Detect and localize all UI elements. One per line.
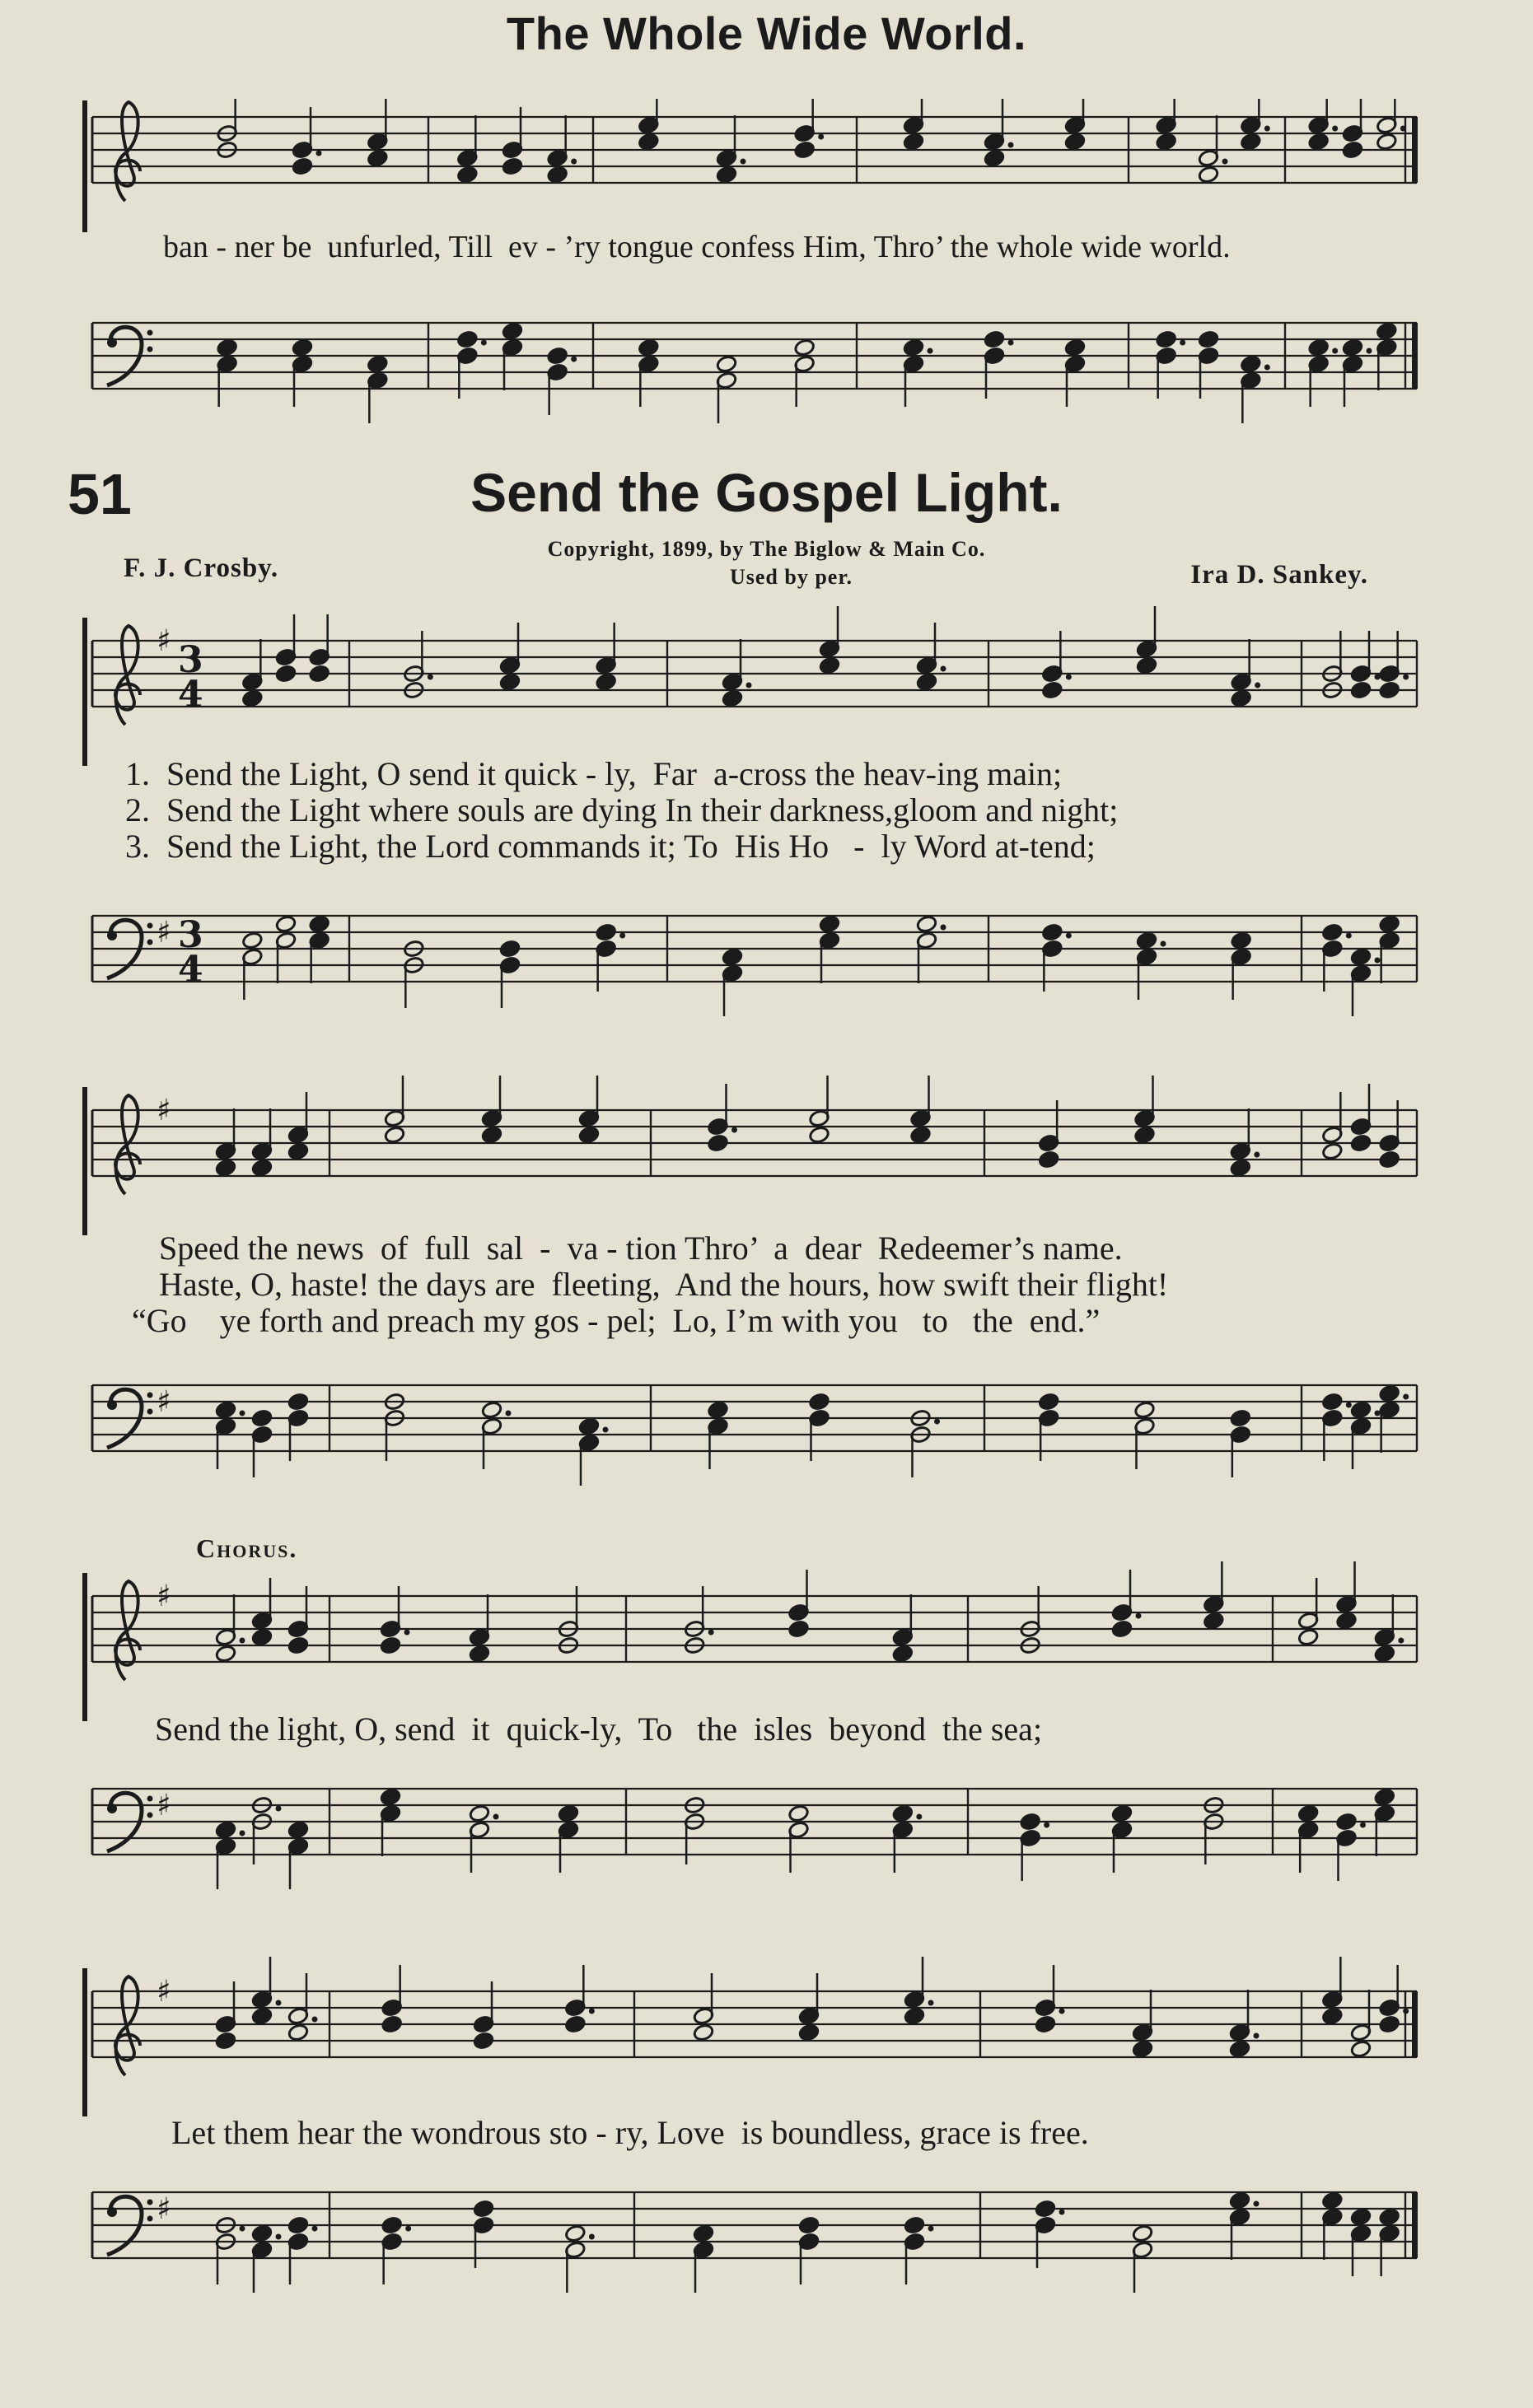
notehead	[1038, 1150, 1059, 1169]
dot	[1403, 674, 1409, 680]
notehead	[367, 355, 388, 374]
dot	[1059, 2210, 1065, 2215]
dot	[481, 340, 487, 346]
previous-hymn-title: The Whole Wide World.	[506, 7, 1027, 59]
notehead	[481, 1401, 502, 1420]
dot	[312, 2226, 318, 2232]
dot	[1346, 1402, 1352, 1408]
system-brace	[82, 1968, 87, 2116]
dot	[1044, 1822, 1049, 1828]
notehead	[251, 2224, 273, 2243]
dot	[619, 933, 625, 939]
dot	[493, 1814, 499, 1820]
dot	[1360, 1822, 1366, 1828]
notehead	[1321, 1393, 1343, 1412]
notehead	[1198, 166, 1219, 184]
dot	[1254, 2033, 1260, 2039]
dot	[428, 674, 433, 680]
notehead	[287, 2023, 309, 2042]
notehead	[473, 2200, 494, 2219]
dot	[1398, 1638, 1404, 1644]
notehead	[1321, 2191, 1343, 2210]
dot	[405, 2226, 411, 2232]
notehead	[693, 2023, 714, 2042]
dot	[1332, 348, 1338, 354]
notehead	[984, 330, 1005, 349]
notehead	[287, 1636, 309, 1655]
notehead	[904, 2216, 925, 2235]
notehead	[292, 338, 313, 357]
chorus-lyric-1: Send the light, O, send it quick-ly, To the isles beyond the sea;	[155, 1710, 1043, 1748]
notehead	[251, 2007, 273, 2026]
final-barline-thick	[1412, 323, 1418, 389]
notehead	[1335, 1813, 1357, 1832]
notehead	[1230, 1409, 1251, 1428]
notehead	[1064, 338, 1086, 357]
notehead	[638, 338, 659, 357]
dot	[506, 1411, 512, 1416]
notehead	[309, 665, 330, 684]
notehead	[892, 1804, 914, 1823]
notehead	[1038, 1393, 1059, 1412]
dot	[941, 925, 946, 931]
dot	[1180, 340, 1185, 346]
notehead	[578, 1417, 600, 1436]
notehead	[1374, 1645, 1395, 1664]
dot	[276, 2000, 282, 2006]
notehead	[1297, 1804, 1319, 1823]
key-signature-sharp: ♯	[157, 1789, 171, 1822]
notehead	[287, 1142, 309, 1161]
system-4-treble-staff	[0, 1944, 1533, 2125]
notehead	[722, 948, 743, 967]
notehead	[1321, 1142, 1343, 1161]
notehead	[716, 355, 737, 374]
key-signature-sharp: ♯	[157, 916, 171, 950]
notehead	[1342, 141, 1363, 160]
bass-clef-dot	[147, 2200, 153, 2205]
dot	[1066, 674, 1072, 680]
bass-clef-dot	[107, 2207, 117, 2217]
dot	[240, 2226, 245, 2232]
notehead	[1321, 2007, 1343, 2026]
key-signature-sharp: ♯	[157, 2192, 171, 2226]
notehead	[1132, 2040, 1153, 2059]
dot	[571, 159, 577, 165]
previous-hymn-treble-staff	[0, 99, 1533, 313]
notehead	[1064, 133, 1086, 152]
verse-1-part-1: 1. Send the Light, O send it quick - ly, Far a-cross the heav-ing main;	[125, 755, 1063, 792]
notehead	[275, 665, 297, 684]
dot	[1332, 126, 1338, 132]
notehead	[1111, 1804, 1133, 1823]
notehead	[1020, 1813, 1041, 1832]
dot	[589, 2009, 595, 2014]
notehead	[1342, 338, 1363, 357]
staff-lines	[92, 323, 1418, 389]
staff-lines	[92, 914, 1417, 991]
notehead	[984, 149, 1005, 168]
verse-2-part-2: Haste, O, haste! the days are fleeting, And the hours, how swift their flight!	[159, 1266, 1169, 1303]
notehead	[1133, 1126, 1155, 1145]
key-signature-sharp: ♯	[157, 1385, 171, 1419]
dot	[708, 1630, 714, 1636]
notehead	[1035, 2200, 1056, 2219]
notehead	[596, 923, 617, 942]
notehead	[1156, 133, 1177, 152]
system-3-treble-staff	[0, 1548, 1533, 1729]
bass-clef-dot	[147, 1796, 153, 1802]
notehead	[1229, 2191, 1250, 2210]
notehead	[808, 1393, 830, 1412]
system-2-treble-staff	[0, 1062, 1533, 1244]
notehead	[1111, 1620, 1133, 1639]
notehead	[1321, 923, 1343, 942]
notehead	[1240, 355, 1261, 374]
notehead	[1198, 330, 1219, 349]
bass-clef-dot	[147, 330, 153, 336]
final-barline-thick	[1412, 117, 1418, 183]
notehead	[217, 338, 238, 357]
system-4-bass-staff	[0, 2158, 1533, 2322]
notehead	[309, 915, 330, 934]
notehead	[1203, 1612, 1224, 1631]
dot	[1375, 958, 1381, 964]
notehead	[241, 931, 263, 950]
chorus-lyric-2: Let them hear the wondrous sto - ry, Love is boundless, grace is free.	[171, 2114, 1089, 2151]
dot	[589, 2234, 595, 2240]
dot	[1066, 933, 1072, 939]
bass-clef-dot	[147, 347, 153, 352]
notehead	[456, 166, 478, 184]
notehead	[798, 2023, 820, 2042]
notehead	[1230, 1159, 1251, 1178]
notehead	[1335, 1612, 1357, 1631]
notehead	[1133, 1401, 1155, 1420]
notehead	[275, 915, 297, 934]
dot	[240, 1411, 245, 1416]
dot	[731, 1127, 737, 1133]
notehead	[215, 1645, 236, 1664]
notehead	[578, 1126, 600, 1145]
notehead	[1240, 133, 1261, 152]
notehead	[481, 1126, 502, 1145]
notehead	[381, 2015, 403, 2034]
dot	[1059, 2009, 1065, 2014]
bass-clef-dot	[147, 923, 153, 929]
notehead	[1035, 2015, 1056, 2034]
key-signature-sharp: ♯	[157, 1975, 171, 2009]
dot	[934, 1419, 940, 1425]
key-signature-sharp: ♯	[157, 1094, 171, 1127]
notehead	[380, 1788, 401, 1807]
notehead	[251, 1628, 273, 1647]
notehead	[215, 1821, 236, 1840]
dot	[312, 2017, 318, 2023]
notehead	[1350, 681, 1372, 700]
notehead	[1350, 2208, 1372, 2227]
notehead	[215, 1159, 236, 1178]
notehead	[596, 673, 617, 692]
notehead	[722, 689, 743, 708]
verse-3-part-2: “Go ye forth and preach my gos - pel; Lo, I’m with you to the end.”	[132, 1302, 1101, 1339]
notehead	[502, 322, 523, 341]
notehead	[1136, 656, 1157, 675]
bass-clef-dot	[107, 1400, 117, 1410]
notehead	[892, 1645, 914, 1664]
notehead	[1297, 1628, 1319, 1647]
system-2-bass-staff	[0, 1351, 1533, 1515]
notehead	[1350, 2040, 1372, 2059]
dot	[404, 1630, 410, 1636]
notehead	[1231, 931, 1252, 950]
bass-clef-dot	[107, 1804, 117, 1813]
chorus-label: Chorus.	[196, 1533, 298, 1563]
bass-clef-dot	[147, 940, 153, 945]
notehead	[916, 673, 937, 692]
dot	[240, 1831, 245, 1836]
notehead	[1041, 923, 1063, 942]
notehead	[788, 1804, 809, 1823]
notehead	[1379, 1384, 1400, 1403]
final-barline-thick	[1412, 1991, 1418, 2057]
dot	[1264, 365, 1270, 371]
dot	[1136, 1613, 1142, 1619]
notehead	[1379, 681, 1400, 700]
notehead	[1136, 931, 1157, 950]
staff-lines	[82, 618, 1417, 766]
staff-lines	[82, 1087, 1417, 1235]
notehead	[564, 2015, 586, 2034]
notehead	[499, 940, 521, 959]
dot	[928, 2226, 934, 2232]
notehead	[215, 2032, 236, 2051]
notehead	[904, 2007, 925, 2026]
notehead	[1229, 2040, 1250, 2059]
dot	[1161, 941, 1166, 947]
notehead	[251, 1409, 273, 1428]
notehead	[909, 1126, 931, 1145]
system-brace	[82, 1573, 87, 1721]
dot	[240, 1638, 245, 1644]
hymn-author: F. J. Crosby.	[124, 553, 279, 583]
dot	[316, 151, 322, 156]
notehead	[693, 2224, 714, 2243]
notehead	[287, 2216, 309, 2235]
notehead	[798, 2216, 820, 2235]
notehead	[473, 2032, 494, 2051]
final-barline-thick	[1412, 2192, 1418, 2258]
notehead	[215, 1401, 236, 1420]
notehead	[502, 157, 523, 176]
previous-hymn-lyric: ban - ner be unfurled, Till ev - ’ry tongue confess Him, Thro’ the whole wide world.	[163, 230, 1231, 264]
bass-clef-dot	[147, 1813, 153, 1818]
notehead	[808, 1126, 830, 1145]
dot	[916, 1814, 922, 1820]
previous-hymn-bass-staff	[0, 288, 1533, 453]
notehead	[1350, 1134, 1372, 1153]
notehead	[1379, 2015, 1400, 2034]
dot	[746, 683, 752, 688]
staff-lines	[82, 1573, 1417, 1721]
notehead	[499, 673, 521, 692]
verse-2-part-1: 2. Send the Light where souls are dying In their darkness,gloom and night;	[125, 791, 1119, 828]
notehead	[381, 2216, 403, 2235]
copyright-line-1: Copyright, 1899, by The Biglow & Main Co.	[547, 537, 986, 561]
dot	[571, 357, 577, 362]
dot	[276, 1806, 282, 1812]
system-brace	[82, 1087, 87, 1235]
notehead	[1376, 133, 1397, 152]
bass-clef-dot	[147, 1393, 153, 1398]
notehead	[564, 2224, 586, 2243]
notehead	[707, 1401, 728, 1420]
notehead	[1379, 1150, 1400, 1169]
notehead	[241, 689, 263, 708]
notehead	[819, 656, 840, 675]
dot	[818, 134, 824, 140]
time-signature-top: 3	[178, 914, 203, 956]
notehead	[547, 166, 568, 184]
hymn-number: 51	[68, 462, 132, 526]
notehead	[1308, 133, 1330, 152]
notehead	[456, 330, 478, 349]
notehead	[788, 1620, 809, 1639]
copyright-line-2: Used by per.	[729, 565, 853, 589]
dot	[1222, 159, 1228, 165]
system-brace	[82, 618, 87, 766]
dot	[928, 348, 933, 354]
notes	[217, 99, 1406, 184]
notehead	[1308, 338, 1330, 357]
dot	[603, 1427, 609, 1433]
dot	[1008, 142, 1014, 148]
key-signature-sharp: ♯	[157, 624, 171, 658]
notehead	[1350, 948, 1372, 967]
notehead	[1379, 915, 1400, 934]
verse-1-part-2: Speed the news of full sal - va - tion Thro’ a dear Redeemer’s name.	[159, 1230, 1123, 1267]
dot	[941, 666, 946, 672]
dot	[1254, 1152, 1260, 1158]
time-signature-bottom: 4	[178, 674, 203, 716]
system-1-treble-staff	[0, 593, 1533, 774]
notehead	[469, 1804, 490, 1823]
key-signature-sharp: ♯	[157, 1580, 171, 1613]
dot	[276, 2234, 282, 2240]
dot	[1264, 126, 1270, 132]
notehead	[251, 1159, 273, 1178]
notehead	[794, 338, 816, 357]
notehead	[716, 166, 737, 184]
notehead	[1132, 2224, 1153, 2243]
bass-clef-dot	[147, 2216, 153, 2222]
bass-clef-dot	[107, 338, 117, 348]
notehead	[819, 915, 840, 934]
notehead	[916, 915, 937, 934]
notehead	[558, 1804, 579, 1823]
system-3-bass-staff	[0, 1754, 1533, 1919]
dot	[1346, 933, 1352, 939]
dot	[1403, 2009, 1409, 2014]
notehead	[1374, 1788, 1395, 1807]
time-signature-top: 3	[178, 639, 203, 681]
notehead	[1379, 2208, 1400, 2227]
notehead	[384, 1126, 405, 1145]
verse-3-part-1: 3. Send the Light, the Lord commands it; To His Ho - ly Word at-tend;	[125, 828, 1096, 865]
dot	[928, 2000, 934, 2006]
notehead	[903, 133, 924, 152]
dot	[741, 159, 746, 165]
notehead	[287, 1821, 309, 1840]
notehead	[638, 133, 659, 152]
staff-lines	[82, 1968, 1418, 2116]
bass-clef-dot	[147, 1409, 153, 1415]
system-brace	[82, 100, 87, 232]
notehead	[367, 149, 388, 168]
notehead	[547, 347, 568, 366]
notehead	[903, 338, 924, 357]
hymn-composer: Ira D. Sankey.	[1190, 560, 1368, 590]
notehead	[1041, 681, 1063, 700]
hymn-title: Send the Gospel Light.	[470, 462, 1063, 523]
bass-clef-dot	[107, 931, 117, 940]
dot	[1255, 683, 1260, 688]
notehead	[1231, 689, 1252, 708]
dot	[1254, 2201, 1260, 2207]
notehead	[707, 1134, 728, 1153]
notehead	[287, 1393, 309, 1412]
dot	[1008, 340, 1014, 346]
system-1-bass-staff	[0, 881, 1533, 1046]
notehead	[469, 1645, 490, 1664]
dot	[1403, 1394, 1409, 1400]
notehead	[1156, 330, 1177, 349]
notehead	[380, 1636, 401, 1655]
dot	[1367, 348, 1372, 354]
notehead	[1376, 322, 1397, 341]
dot	[1400, 126, 1406, 132]
time-signature-bottom: 4	[178, 949, 203, 991]
notehead	[794, 141, 816, 160]
notehead	[292, 157, 313, 176]
notehead	[1350, 1401, 1372, 1420]
